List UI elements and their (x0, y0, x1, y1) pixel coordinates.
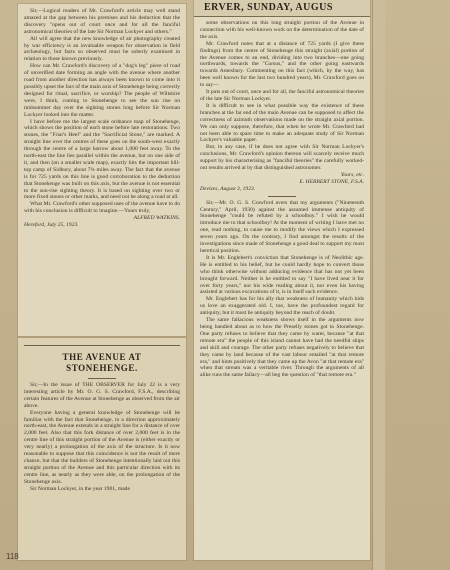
letter-paragraph: All will agree that the new knowledge of air photography created by war efficiency is an invaluable weapon for observation in field archæology, but facts so observed must be soberly examined in relation to those known previously. (24, 35, 180, 63)
letter-closing: Yours, etc. (340, 171, 364, 178)
article-clipping-avenue (18, 338, 186, 560)
column-body (194, 0, 370, 383)
letter-paragraph: I have before me the largest scale ordnance map of Stonehenge, which shows the position of each stone before late restorations. Two stones, the "Friar's Heel" and the "Sacrificial Stone," are marked. A straight line over the centres of these goes on the south-west exactly through the centre of a large barrow about 1,000 feet away. To the north-east the line lies parallel within the avenue, but on one side of it, and then (on a smaller scale map), exactly hits the important hill-top camp of Sidbury, about 7¾ miles away. The fact that the avenue is for 725 yards on this line is good corroboration to the deduction that Stonehenge was built on this axis, but the avenue is not essential to the sun-rise sighting theory. It is based on sighting over two or more fixed stones or other marks, and need not be along a road at all. (24, 118, 180, 201)
newspaper-column-clipping (194, 0, 370, 560)
letter-clipping-watkins (18, 4, 186, 336)
letter-paragraph: It puts out of court, once and for all, the fanciful astronomical theories of the late Sir Norman Lockyer. (200, 89, 364, 102)
letter-paragraph: It is difficult to see in what possible way the existence of these branches at the far end of the main Avenue can be supposed to affect the correctness of azimuth observations made on the straight axial portion. We can only suppose, therefore, that when he wrote Mr. Crawford had not been able to spare time to make an adequate study of Sir Norman Lockyer's valuable paper. (200, 102, 364, 144)
adjacent-page-edge (372, 0, 385, 570)
headline-line-2: STONEHENGE. (66, 363, 138, 373)
letter-paragraph: Sir,—Mr. O. G. S. Crawford avers that my arguments ("Nineteenth Century," April, 1930) against the assumed immense antiquity of Stonehenge "could be refuted by a schoolboy." I wish he would introduce me to that schoolboy! At the moment of writing I have met no one, read nothing, to cause me to modify the views which I expressed seven years ago. On the contrary, I find amongst the results of the investigations since made of Stonehenge a good deal to support my most heretical position. (200, 199, 364, 254)
letter-paragraph: some observations on this long straight portion of the Avenue in connection with his well-known work on the determination of the date of the axis. (200, 20, 364, 40)
letter-place-date: Devizes, August 3, 1923. (200, 185, 256, 192)
divider (88, 378, 116, 379)
divider (24, 345, 180, 346)
article-headline (24, 352, 180, 374)
letter-paragraph: But, in any case, if he does not agree with Sir Norman Lockyer's conclusions, Mr. Crawford's opinion thereon will scarcely receive much support by his characterising as "fanciful theories" the carefully worked-out results arrived at by that distinguished astronomer. (200, 144, 364, 172)
letter-paragraph: Mr. Englebert has for his ally that weakness of humanity which bids us love an exaggerated old. I, too, have the profoundest regard for antiquity, but it must be antiquity beyond the reach of doubt. (200, 296, 364, 317)
letter-body (18, 4, 186, 233)
newspaper-masthead: ERVER, SUNDAY, AUGUS (194, 0, 370, 17)
letter-paragraph: Sir,—Logical readers of Mr. Crawford's article may well stand amazed at the gap between his premises and his deduction that the discovery "opens out of court once and for all the fanciful astronomical theories of the late Sir Norman Lockyer and others." (24, 8, 180, 35)
article-body (18, 338, 186, 497)
page-number: 118 (6, 552, 19, 561)
article-paragraph: Everyone having a general knowledge of Stonehenge will be familiar with the fact that Stonehenge, in a direction approximately north-east, the Avenue extends in a straight line for a distance of over 2,000 feet. Also that this fork distance of over 2,000 feet is in the centre line of this straight portion of the Avenue is (either exactly or very nearly) a prolongation of the axis of the structure. Is it now reasonable to suppose that this coincidence is not the result of mere chance, but that the builders of Stonehenge intentionally laid out this straight portion of the Avenue and this particular direction with its centre line, as nearly as they were able, on the prolongation of the Stonehenge axis. (24, 409, 180, 485)
divider (268, 196, 296, 197)
letter-paragraph: How can Mr. Crawford's discovery of a "dog's leg" piece of road of unverified date forming an angle with the avenue where another road from another direction has always been known to come into it possibly upset the fact of the main axis of Stonehenge being correctly designed for ritual, sacrifice, or worship? The people of Wiltshire were, I think, coming to Stonehenge to see the sun rise on midsummer day over the sighting stones long before Sir Norman Lockyer looked into the matter. (24, 63, 180, 118)
letter-paragraph: It is Mr. Englebert's conviction that Stonehenge is of Neolithic age. He is entitled to his belief, but he could hardly hope to convert those who think otherwise without adducing evidence that has not yet been brought forward. Neither is he entitled to say "I have lived near it for over forty years," nor his wide reading about it, nor even his having assisted at various excavations of it, is in itself such evidence. (200, 254, 364, 296)
letter-paragraph: The same fallacious weakness shows itself in the arguments now being bandied about as to how the Preselly stones got to Stonehenge. One party refuses to believe that they came by water, because "at that remote era" the people of this island cannot have had the needful ships and skill and courage. The other party refuses negatively to believe that they came by land because of the vast labour entailed "at that remote era," and hints positively that they came up the Avon "at that remote era" when that stream was a veritable river. Through the arguments of all alike runs the same fallacy—all beg the question of "that remote era." (200, 317, 364, 379)
letter-signature: ALFRED WATKINS. (133, 215, 180, 222)
letter-signature: E. HERBERT STONE, F.S.A. (299, 178, 364, 185)
article-paragraph: Sir,—In the issue of THE OBSERVER for July 22 is a very interesting article by Mr. O. G. S. Crawford, F.S.A., describing certain features of the Avenue at Stonehenge as observed from the air above. (24, 382, 180, 409)
article-paragraph: Sir Norman Lockyer, in the year 1901, made (30, 485, 130, 492)
headline-line-1: THE AVENUE AT (62, 352, 142, 362)
letter-paragraph: Mr. Crawford notes that at a distance of 725 yards (I give these findings) from the centre of Stonehenge this straight (axial) portion of the Avenue comes to an end, dividing into two branches—one going northwards, towards the "Cursus," and the other going eastwards towards Amesbury. Commenting on this fact (which, by the way, has been well known for the last two hundred years), Mr. Crawford goes on to say— (200, 40, 364, 89)
letter-paragraph: What Mr. Crawford's other supposed uses of the avenue have to do with his conclusion is difficult to imagine.—Yours truly, (24, 201, 180, 215)
letter-place-date: Hereford, July 25, 1923. (24, 222, 79, 229)
